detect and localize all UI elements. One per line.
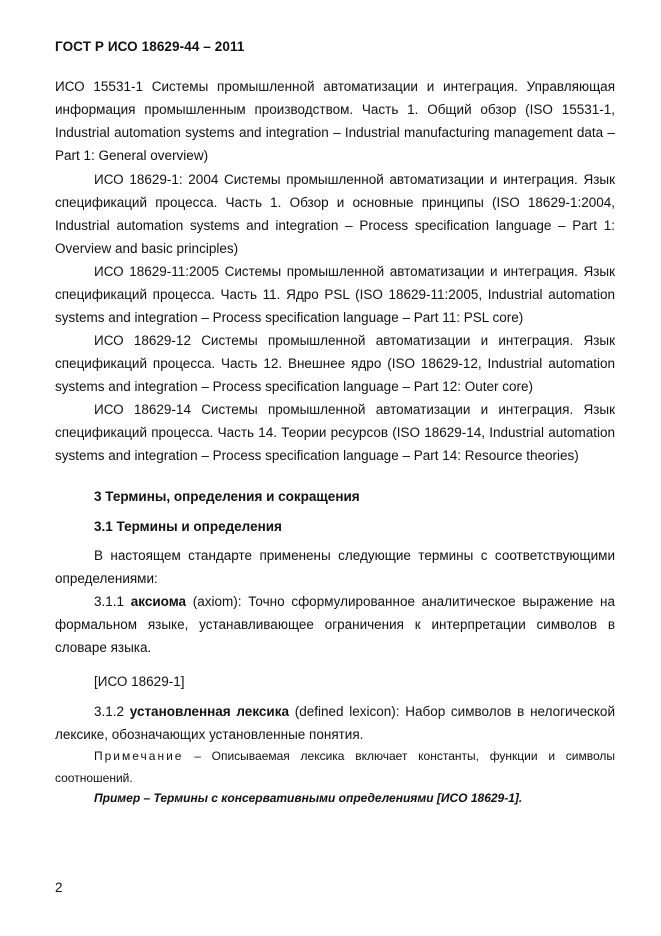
reference-iso-15531-1 bbox=[55, 75, 615, 167]
term-name: аксиома bbox=[130, 594, 187, 609]
text-line: Industrial automation systems and integration – Industrial manufacturing management data – bbox=[55, 125, 615, 140]
term-definition: (defined lexicon): Набор символов в нелогической bbox=[288, 704, 615, 719]
page-number: 2 bbox=[55, 880, 63, 895]
text-line: спецификаций процесса. Часть 12. Внешнее ядро (ISO 18629-12, Industrial automation bbox=[55, 356, 615, 371]
reference-iso-18629-1 bbox=[55, 168, 615, 260]
term-definition: (axiom): Точно сформулированное аналитическое выражение на bbox=[186, 594, 615, 609]
text-line: соотношений. bbox=[55, 771, 133, 785]
text-line: спецификаций процесса. Часть 14. Теории ресурсов (ISO 18629-14, Industrial automation bbox=[55, 425, 615, 440]
reference-iso-18629-12 bbox=[55, 329, 615, 398]
intro-paragraph bbox=[55, 544, 615, 590]
document-header: ГОСТ Р ИСО 18629-44 – 2011 bbox=[55, 39, 245, 54]
text-line: Industrial automation systems and integration – Process specification language – Part 1: bbox=[55, 218, 615, 233]
text-line: словаре языка. bbox=[55, 640, 152, 655]
text-line: информация промышленным производством. Часть 1. Общий обзор (ISO 15531-1, bbox=[55, 102, 615, 117]
text-line: лексике, обозначающих установленные понятия. bbox=[55, 727, 364, 742]
text-line: ИСО 15531-1 Системы промышленной автоматизации и интеграция. Управляющая bbox=[55, 79, 615, 94]
term-number: 3.1.1 bbox=[94, 594, 125, 609]
note-label: Примечание bbox=[94, 749, 184, 763]
text-line: спецификаций процесса. Часть 11. Ядро PSL (ISO 18629-11:2005, Industrial automation bbox=[55, 287, 615, 302]
text-line bbox=[55, 700, 615, 723]
term-axiom bbox=[55, 590, 615, 659]
reference-iso-18629-11 bbox=[55, 260, 615, 329]
text-line: systems and integration – Process specification language – Part 14: Resource theories) bbox=[55, 448, 579, 463]
term-defined-lexicon bbox=[55, 700, 615, 746]
text-line: ИСО 18629-1: 2004 Системы промышленной автоматизации и интеграция. Язык bbox=[94, 172, 615, 187]
text-line bbox=[55, 590, 615, 613]
note bbox=[55, 745, 615, 789]
text-line: ИСО 18629-11:2005 Системы промышленной автоматизации и интеграция. Язык bbox=[94, 264, 615, 279]
subsection-heading: 3.1 Термины и определения bbox=[94, 519, 282, 534]
section-heading: 3 Термины, определения и сокращения bbox=[94, 489, 360, 504]
text-line: спецификаций процесса. Часть 1. Обзор и основные принципы (ISO 18629-1:2004, bbox=[55, 195, 615, 210]
text-line bbox=[55, 745, 615, 767]
text-line: systems and integration – Process specification language – Part 12: Outer core) bbox=[55, 379, 534, 394]
text-line: ИСО 18629-12 Системы промышленной автоматизации и интеграция. Язык bbox=[94, 333, 615, 348]
text-line: определениями: bbox=[55, 571, 158, 586]
text-line: формальном языке, устанавливающее ограничения к интерпретации символов в bbox=[55, 617, 615, 632]
note-text: – Описываемая лексика включает константы, функции и символы bbox=[183, 749, 615, 763]
example: Пример – Термины с консервативными определениями [ИСО 18629-1]. bbox=[94, 791, 523, 805]
reference-iso-18629-14 bbox=[55, 398, 615, 467]
text-line: В настоящем стандарте применены следующие термины с соответствующими bbox=[94, 548, 615, 563]
text-line: Part 1: General overview) bbox=[55, 148, 209, 163]
term-name: установленная лексика bbox=[129, 704, 289, 719]
text-line: Overview and basic principles) bbox=[55, 241, 239, 256]
text-line: systems and integration – Process specification language – Part 11: PSL core) bbox=[55, 310, 524, 325]
text-line: ИСО 18629-14 Системы промышленной автоматизации и интеграция. Язык bbox=[94, 402, 615, 417]
term-source: [ИСО 18629-1] bbox=[94, 674, 185, 689]
term-number: 3.1.2 bbox=[94, 704, 125, 719]
